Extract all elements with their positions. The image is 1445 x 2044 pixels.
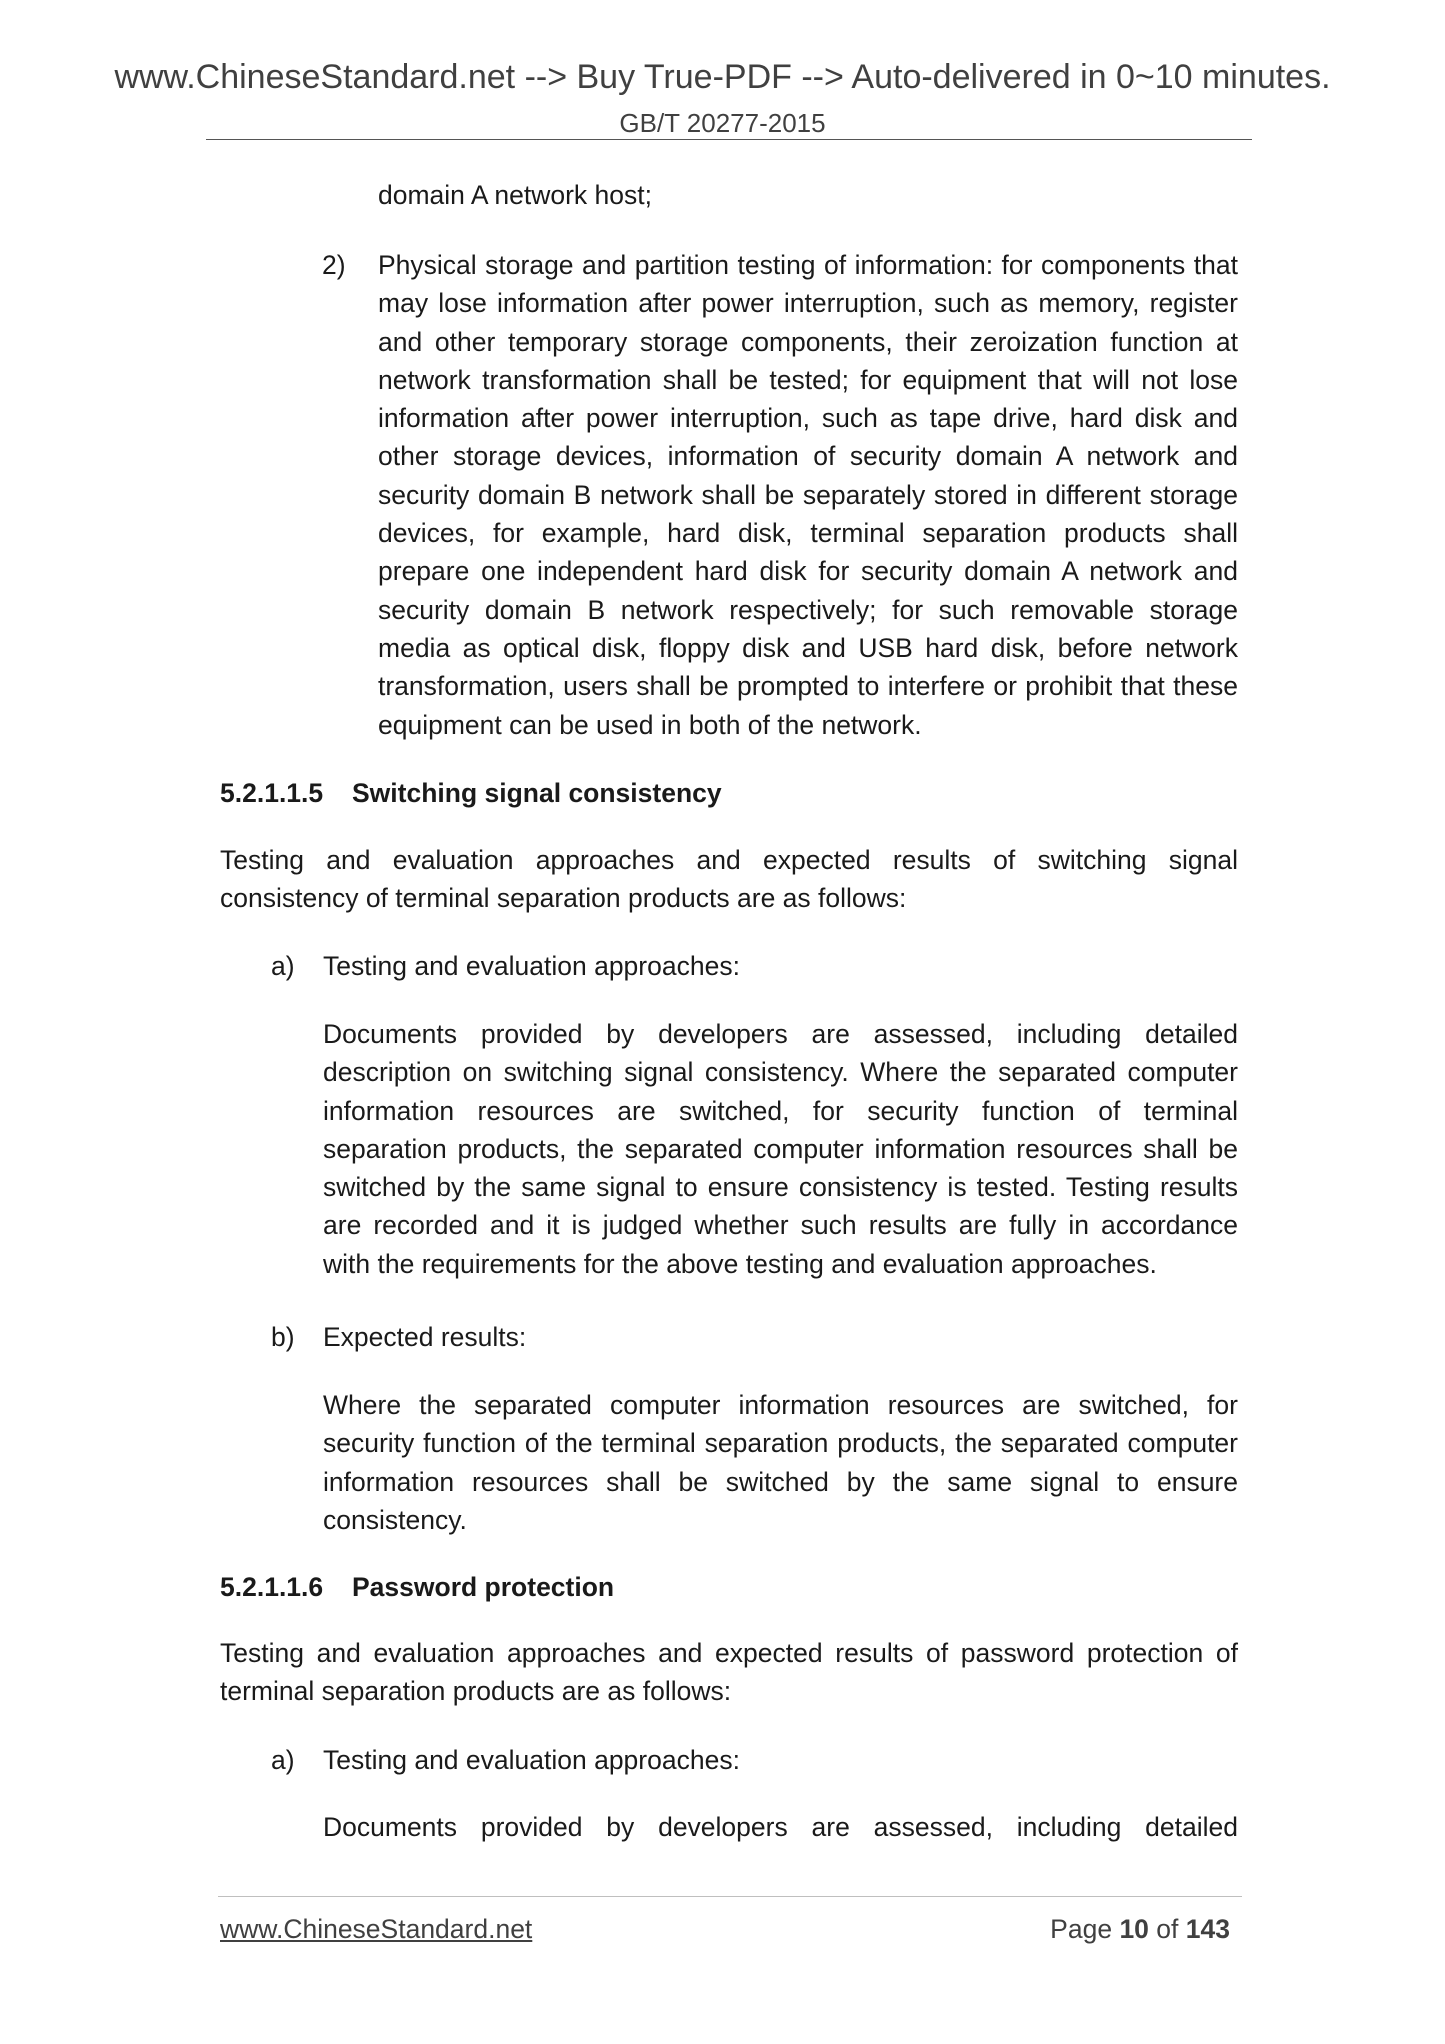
text-line: consistency. [323,1504,467,1535]
text-line: Where the separated computer information resources are switched, for [323,1390,1238,1420]
page-of: of [1156,1914,1179,1944]
text-line: information resources shall be switched by the same signal to ensure [323,1466,1238,1497]
list-item-label: b) [271,1322,295,1352]
text-line: consistency of terminal separation products are as follows: [220,883,907,914]
text-line: description on switching signal consistency. Where the separated computer [323,1057,1238,1088]
text-line: equipment can be used in both of the network. [378,709,922,740]
text-line: Testing and evaluation approaches and expected results of switching signal [220,845,1238,875]
text-line: with the requirements for the above testing and evaluation approaches. [323,1248,1157,1279]
text-line: Testing and evaluation approaches and expected results of password protection of [220,1638,1238,1668]
text-line: Physical storage and partition testing of information: for components that [378,250,1238,280]
expected-results-paragraph [323,1386,1238,1539]
page-current: 10 [1119,1914,1149,1944]
text-line: and other temporary storage components, their zeroization function at [378,326,1238,357]
section-heading-5.2.1.1.6 [220,1568,614,1606]
list-item-label: a) [271,951,295,981]
text-line: separation products, the separated computer information resources shall be [323,1133,1238,1164]
text-line: security function of the terminal separation products, the separated computer [323,1428,1238,1459]
text-line: devices, for example, hard disk, terminal separation products shall [378,518,1238,549]
list-item-title: Testing and evaluation approaches: [323,951,740,981]
page-indicator [1050,1912,1230,1946]
section-title: Switching signal consistency [352,778,722,808]
section-title: Password protection [352,1572,615,1602]
page-prefix: Page [1050,1914,1113,1944]
list-item-title: Testing and evaluation approaches: [323,1745,740,1775]
testing-approach-paragraph [323,1808,1238,1846]
footer-divider [218,1896,1242,1897]
list-item-label: a) [271,1745,295,1775]
section-number: 5.2.1.1.5 [220,778,324,808]
section-intro-paragraph [220,841,1238,918]
continuation-line: domain A network host; [378,180,652,210]
header-divider [206,139,1252,140]
list-item-paragraph [378,246,1238,744]
list-item-label: 2) [322,250,346,280]
text-line: network transformation shall be tested; for equipment that will not lose [378,364,1238,395]
header-banner: www.ChineseStandard.net --> Buy True-PDF --> Auto-delivered in 0~10 minutes. [114,58,1331,96]
list-item-title: Expected results: [323,1322,527,1352]
text-line: may lose information after power interruption, such as memory, register [378,288,1238,319]
text-line: information after power interruption, such as tape drive, hard disk and [378,403,1238,434]
standard-number: GB/T 20277-2015 [619,108,826,138]
text-line: security domain B network respectively; for such removable storage [378,594,1238,625]
text-line: information resources are switched, for security function of terminal [323,1095,1238,1126]
text-line: security domain B network shall be separately stored in different storage [378,479,1238,510]
section-heading-5.2.1.1.5 [220,774,722,812]
page-total: 143 [1185,1914,1230,1944]
footer-website-link[interactable]: www.ChineseStandard.net [220,1914,533,1944]
text-line: other storage devices, information of security domain A network and [378,441,1238,472]
text-line: media as optical disk, floppy disk and USB hard disk, before network [378,632,1238,663]
text-line: transformation, users shall be prompted to interfere or prohibit that these [378,671,1238,702]
testing-approach-paragraph [323,1015,1238,1283]
section-number: 5.2.1.1.6 [220,1572,324,1602]
text-line: prepare one independent hard disk for security domain A network and [378,556,1238,587]
text-line: terminal separation products are as follows: [220,1676,732,1707]
text-line: Documents provided by developers are assessed, including detailed [323,1812,1238,1842]
text-line: are recorded and it is judged whether such results are fully in accordance [323,1210,1238,1241]
text-line: switched by the same signal to ensure consistency is tested. Testing results [323,1172,1238,1203]
text-line: Documents provided by developers are assessed, including detailed [323,1019,1238,1049]
section-intro-paragraph [220,1634,1238,1711]
